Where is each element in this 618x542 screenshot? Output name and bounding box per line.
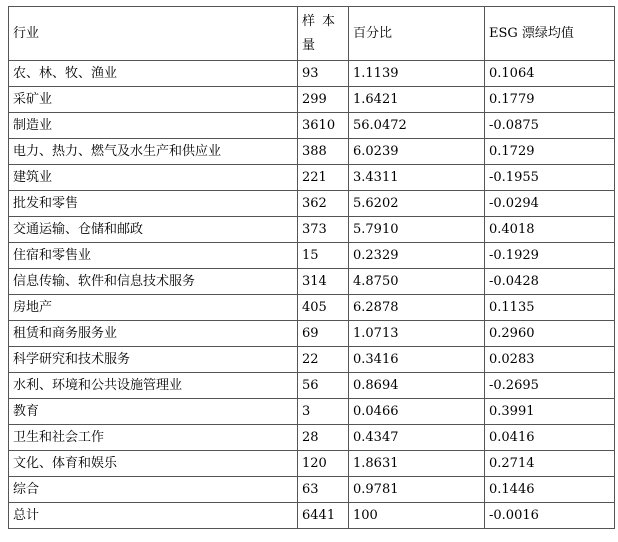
table-row (9, 503, 615, 529)
table-row (9, 425, 615, 451)
cell-percentage: 0.0466 (349, 399, 485, 425)
cell-esg-mean: -0.0428 (485, 269, 615, 295)
cell-percentage: 5.7910 (349, 217, 485, 243)
table-body (9, 61, 615, 529)
table-row (9, 243, 615, 269)
cell-esg-mean: 0.1064 (485, 61, 615, 87)
cell-industry: 制造业 (9, 113, 298, 139)
table-row (9, 217, 615, 243)
cell-sample-size: 22 (298, 347, 349, 373)
cell-industry: 科学研究和技术服务 (9, 347, 298, 373)
cell-industry: 住宿和零售业 (9, 243, 298, 269)
cell-esg-mean: 0.1729 (485, 139, 615, 165)
table-row (9, 373, 615, 399)
cell-sample-size: 28 (298, 425, 349, 451)
cell-percentage: 4.8750 (349, 269, 485, 295)
cell-percentage: 100 (349, 503, 485, 529)
cell-industry: 交通运输、仓储和邮政 (9, 217, 298, 243)
header-percentage: 百分比 (349, 7, 485, 61)
cell-industry: 采矿业 (9, 87, 298, 113)
cell-sample-size: 362 (298, 191, 349, 217)
table-row (9, 295, 615, 321)
cell-percentage: 1.0713 (349, 321, 485, 347)
table-container (8, 6, 614, 529)
cell-esg-mean: 0.2960 (485, 321, 615, 347)
cell-percentage: 6.0239 (349, 139, 485, 165)
cell-sample-size: 69 (298, 321, 349, 347)
cell-sample-size: 63 (298, 477, 349, 503)
table-row (9, 61, 615, 87)
cell-industry: 卫生和社会工作 (9, 425, 298, 451)
table-row (9, 139, 615, 165)
table-row (9, 165, 615, 191)
table-row (9, 269, 615, 295)
cell-percentage: 6.2878 (349, 295, 485, 321)
cell-esg-mean: 0.1779 (485, 87, 615, 113)
cell-percentage: 5.6202 (349, 191, 485, 217)
cell-industry: 农、林、牧、渔业 (9, 61, 298, 87)
table-row (9, 191, 615, 217)
header-industry: 行业 (9, 7, 298, 61)
cell-sample-size: 314 (298, 269, 349, 295)
cell-industry: 教育 (9, 399, 298, 425)
table-row (9, 399, 615, 425)
cell-percentage: 1.1139 (349, 61, 485, 87)
cell-industry: 电力、热力、燃气及水生产和供应业 (9, 139, 298, 165)
cell-sample-size: 299 (298, 87, 349, 113)
cell-industry: 批发和零售 (9, 191, 298, 217)
header-sample-size: 样本量 (298, 7, 349, 61)
cell-percentage: 0.2329 (349, 243, 485, 269)
cell-esg-mean: 0.4018 (485, 217, 615, 243)
cell-industry: 建筑业 (9, 165, 298, 191)
cell-sample-size: 6441 (298, 503, 349, 529)
cell-industry: 水利、环境和公共设施管理业 (9, 373, 298, 399)
cell-percentage: 1.6421 (349, 87, 485, 113)
cell-esg-mean: -0.0875 (485, 113, 615, 139)
cell-esg-mean: 0.1135 (485, 295, 615, 321)
cell-sample-size: 3 (298, 399, 349, 425)
cell-esg-mean: 0.0283 (485, 347, 615, 373)
cell-sample-size: 388 (298, 139, 349, 165)
cell-industry: 信息传输、软件和信息技术服务 (9, 269, 298, 295)
cell-industry: 综合 (9, 477, 298, 503)
cell-percentage: 1.8631 (349, 451, 485, 477)
cell-industry: 房地产 (9, 295, 298, 321)
cell-sample-size: 15 (298, 243, 349, 269)
cell-sample-size: 221 (298, 165, 349, 191)
table-row (9, 321, 615, 347)
cell-esg-mean: -0.0016 (485, 503, 615, 529)
header-row (9, 7, 615, 61)
cell-esg-mean: -0.2695 (485, 373, 615, 399)
cell-esg-mean: -0.1955 (485, 165, 615, 191)
table-row (9, 451, 615, 477)
table-row (9, 347, 615, 373)
cell-esg-mean: 0.2714 (485, 451, 615, 477)
industry-esg-table (8, 6, 615, 529)
cell-sample-size: 405 (298, 295, 349, 321)
cell-industry: 文化、体育和娱乐 (9, 451, 298, 477)
cell-industry: 租赁和商务服务业 (9, 321, 298, 347)
cell-sample-size: 3610 (298, 113, 349, 139)
cell-sample-size: 93 (298, 61, 349, 87)
header-esg-greenwashing-mean: ESG 漂绿均值 (485, 7, 615, 61)
cell-sample-size: 373 (298, 217, 349, 243)
cell-esg-mean: 0.3991 (485, 399, 615, 425)
cell-esg-mean: 0.1446 (485, 477, 615, 503)
table-row (9, 477, 615, 503)
table-row (9, 87, 615, 113)
cell-sample-size: 120 (298, 451, 349, 477)
cell-industry: 总计 (9, 503, 298, 529)
cell-percentage: 0.3416 (349, 347, 485, 373)
cell-sample-size: 56 (298, 373, 349, 399)
table-row (9, 113, 615, 139)
cell-esg-mean: 0.0416 (485, 425, 615, 451)
cell-esg-mean: -0.1929 (485, 243, 615, 269)
cell-percentage: 56.0472 (349, 113, 485, 139)
cell-percentage: 0.8694 (349, 373, 485, 399)
cell-percentage: 3.4311 (349, 165, 485, 191)
cell-percentage: 0.9781 (349, 477, 485, 503)
cell-percentage: 0.4347 (349, 425, 485, 451)
cell-esg-mean: -0.0294 (485, 191, 615, 217)
